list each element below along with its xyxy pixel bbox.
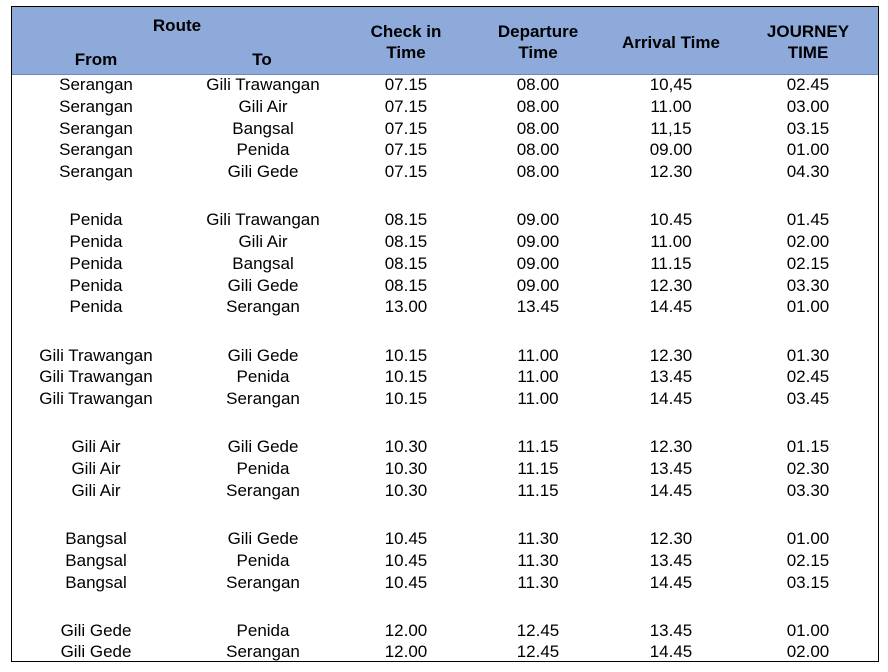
cell-journey: 03.15	[786, 118, 830, 138]
group-spacer	[12, 318, 878, 344]
cell-check-in: 10.45	[384, 572, 428, 592]
cell-departure: 09.00	[516, 253, 560, 273]
table-body	[12, 74, 878, 662]
table-row	[12, 550, 878, 572]
cell-departure: 11.15	[517, 437, 559, 457]
cell-to: Penida	[236, 459, 290, 479]
table-header	[12, 7, 878, 75]
cell-to: Gili Gede	[227, 345, 299, 365]
header-journey	[747, 21, 869, 63]
cell-arrival: 12.30	[649, 162, 693, 182]
cell-arrival: 11.15	[650, 253, 692, 273]
cell-check-in: 13.00	[384, 297, 428, 317]
cell-from: Gili Trawangan	[39, 345, 153, 365]
cell-to: Gili Air	[238, 232, 288, 252]
cell-check-in: 10.30	[384, 459, 428, 479]
table-row	[12, 572, 878, 594]
header-journey-line2: TIME	[787, 43, 829, 62]
cell-journey: 02.00	[786, 642, 830, 662]
cell-arrival: 11,15	[650, 118, 692, 138]
cell-departure: 08.00	[516, 118, 560, 138]
cell-to: Serangan	[226, 389, 300, 409]
cell-check-in: 07.15	[384, 118, 428, 138]
cell-journey: 01.00	[786, 140, 830, 160]
cell-from: Penida	[69, 297, 123, 317]
cell-arrival: 09.00	[649, 140, 693, 160]
cell-arrival: 14.45	[649, 389, 693, 409]
table-row	[12, 296, 878, 318]
cell-journey: 02.45	[786, 75, 830, 94]
cell-journey: 02.30	[786, 459, 830, 479]
cell-to: Gili Trawangan	[206, 210, 320, 230]
cell-to: Penida	[236, 550, 290, 570]
table-row	[12, 366, 878, 388]
header-departure-line2: Time	[518, 43, 558, 62]
cell-to: Bangsal	[232, 253, 294, 273]
table-row	[12, 74, 878, 96]
cell-journey: 02.45	[786, 367, 830, 387]
cell-departure: 12.45	[516, 642, 560, 662]
cell-arrival: 12.30	[649, 528, 693, 548]
cell-journey: 02.00	[786, 232, 830, 252]
cell-arrival: 13.45	[649, 367, 693, 387]
cell-from: Penida	[69, 210, 123, 230]
header-from: From	[74, 50, 118, 69]
cell-journey: 01.00	[786, 297, 830, 317]
cell-arrival: 14.45	[649, 642, 693, 662]
cell-check-in: 08.15	[384, 232, 428, 252]
cell-to: Penida	[236, 620, 290, 640]
cell-check-in: 07.15	[384, 162, 428, 182]
cell-from: Penida	[69, 275, 123, 295]
cell-departure: 08.00	[516, 162, 560, 182]
cell-check-in: 10.15	[384, 389, 428, 409]
group-spacer	[12, 502, 878, 528]
header-departure	[476, 21, 600, 63]
cell-journey: 03.30	[786, 275, 830, 295]
table-row	[12, 253, 878, 275]
cell-from: Bangsal	[65, 572, 127, 592]
table-row	[12, 345, 878, 367]
cell-to: Gili Gede	[227, 528, 299, 548]
cell-from: Gili Trawangan	[39, 389, 153, 409]
table-row	[12, 480, 878, 502]
cell-departure: 08.00	[516, 140, 560, 160]
cell-check-in: 08.15	[384, 210, 428, 230]
cell-departure: 11.15	[517, 480, 559, 500]
cell-journey: 01.00	[786, 528, 830, 548]
header-arrival: Arrival Time	[622, 33, 720, 52]
cell-journey: 03.00	[786, 96, 830, 116]
cell-departure: 11.30	[517, 550, 559, 570]
cell-from: Gili Air	[71, 437, 121, 457]
table-row	[12, 161, 878, 183]
cell-arrival: 12.30	[649, 345, 693, 365]
cell-check-in: 07.15	[384, 96, 428, 116]
cell-journey: 01.45	[786, 210, 830, 230]
cell-journey: 02.15	[786, 550, 830, 570]
header-to: To	[252, 50, 272, 69]
cell-from: Gili Gede	[60, 620, 132, 640]
group-spacer	[12, 183, 878, 209]
cell-journey: 03.30	[786, 480, 830, 500]
cell-arrival: 13.45	[649, 620, 693, 640]
cell-departure: 11.30	[517, 528, 559, 548]
cell-arrival: 10,45	[649, 75, 693, 94]
table-row	[12, 275, 878, 297]
cell-departure: 09.00	[516, 210, 560, 230]
cell-to: Penida	[236, 140, 290, 160]
table-row	[12, 641, 878, 662]
cell-to: Serangan	[226, 480, 300, 500]
cell-from: Serangan	[59, 118, 133, 138]
header-check-in	[347, 21, 465, 63]
cell-check-in: 10.15	[384, 345, 428, 365]
cell-to: Gili Gede	[227, 275, 299, 295]
group-spacer	[12, 593, 878, 619]
cell-departure: 11.00	[517, 389, 559, 409]
cell-journey: 01.15	[786, 437, 830, 457]
cell-check-in: 12.00	[384, 620, 428, 640]
cell-from: Gili Trawangan	[39, 367, 153, 387]
cell-to: Serangan	[226, 297, 300, 317]
cell-arrival: 12.30	[649, 437, 693, 457]
cell-departure: 11.00	[517, 345, 559, 365]
cell-from: Bangsal	[65, 550, 127, 570]
cell-from: Penida	[69, 253, 123, 273]
cell-from: Penida	[69, 232, 123, 252]
cell-to: Gili Gede	[227, 162, 299, 182]
cell-arrival: 12.30	[649, 275, 693, 295]
table-row	[12, 528, 878, 550]
cell-journey: 01.30	[786, 345, 830, 365]
cell-arrival: 13.45	[649, 459, 693, 479]
cell-from: Gili Air	[71, 459, 121, 479]
cell-to: Bangsal	[232, 118, 294, 138]
cell-from: Serangan	[59, 75, 133, 94]
cell-check-in: 10.15	[384, 367, 428, 387]
cell-arrival: 11.00	[650, 96, 692, 116]
cell-from: Gili Air	[71, 480, 121, 500]
cell-to: Serangan	[226, 642, 300, 662]
cell-check-in: 08.15	[384, 275, 428, 295]
cell-check-in: 10.30	[384, 480, 428, 500]
table-row	[12, 231, 878, 253]
cell-arrival: 13.45	[649, 550, 693, 570]
cell-check-in: 10.30	[384, 437, 428, 457]
cell-departure: 13.45	[516, 297, 560, 317]
cell-from: Serangan	[59, 140, 133, 160]
cell-departure: 08.00	[516, 96, 560, 116]
cell-journey: 01.00	[786, 620, 830, 640]
table-row	[12, 620, 878, 642]
cell-arrival: 10.45	[649, 210, 693, 230]
header-check-in-line2: Time	[386, 43, 426, 62]
cell-journey: 03.45	[786, 389, 830, 409]
cell-journey: 02.15	[786, 253, 830, 273]
cell-from: Serangan	[59, 96, 133, 116]
cell-from: Serangan	[59, 162, 133, 182]
header-check-in-line1: Check in	[370, 22, 442, 41]
cell-journey: 04.30	[786, 162, 830, 182]
header-route: Route	[152, 16, 202, 35]
cell-from: Bangsal	[65, 528, 127, 548]
cell-check-in: 07.15	[384, 140, 428, 160]
table-row	[12, 139, 878, 161]
table-row	[12, 118, 878, 140]
table-row	[12, 96, 878, 118]
cell-check-in: 10.45	[384, 528, 428, 548]
cell-arrival: 11.00	[650, 232, 692, 252]
cell-check-in: 07.15	[384, 75, 428, 94]
cell-check-in: 12.00	[384, 642, 428, 662]
cell-arrival: 14.45	[649, 480, 693, 500]
cell-to: Gili Trawangan	[206, 75, 320, 94]
cell-check-in: 10.45	[384, 550, 428, 570]
cell-departure: 11.30	[517, 572, 559, 592]
cell-to: Gili Air	[238, 96, 288, 116]
table-row	[12, 209, 878, 231]
cell-check-in: 08.15	[384, 253, 428, 273]
header-journey-line1: JOURNEY	[766, 22, 850, 41]
cell-journey: 03.15	[786, 572, 830, 592]
cell-from: Gili Gede	[60, 642, 132, 662]
cell-departure: 09.00	[516, 232, 560, 252]
table-row	[12, 436, 878, 458]
table-row	[12, 388, 878, 410]
cell-departure: 11.15	[517, 459, 559, 479]
cell-to: Penida	[236, 367, 290, 387]
cell-arrival: 14.45	[649, 572, 693, 592]
cell-to: Serangan	[226, 572, 300, 592]
schedule-table	[11, 6, 879, 662]
cell-to: Gili Gede	[227, 437, 299, 457]
cell-departure: 12.45	[516, 620, 560, 640]
table-row	[12, 458, 878, 480]
cell-departure: 09.00	[516, 275, 560, 295]
cell-arrival: 14.45	[649, 297, 693, 317]
cell-departure: 08.00	[516, 75, 560, 94]
header-departure-line1: Departure	[497, 22, 579, 41]
cell-departure: 11.00	[517, 367, 559, 387]
group-spacer	[12, 410, 878, 436]
